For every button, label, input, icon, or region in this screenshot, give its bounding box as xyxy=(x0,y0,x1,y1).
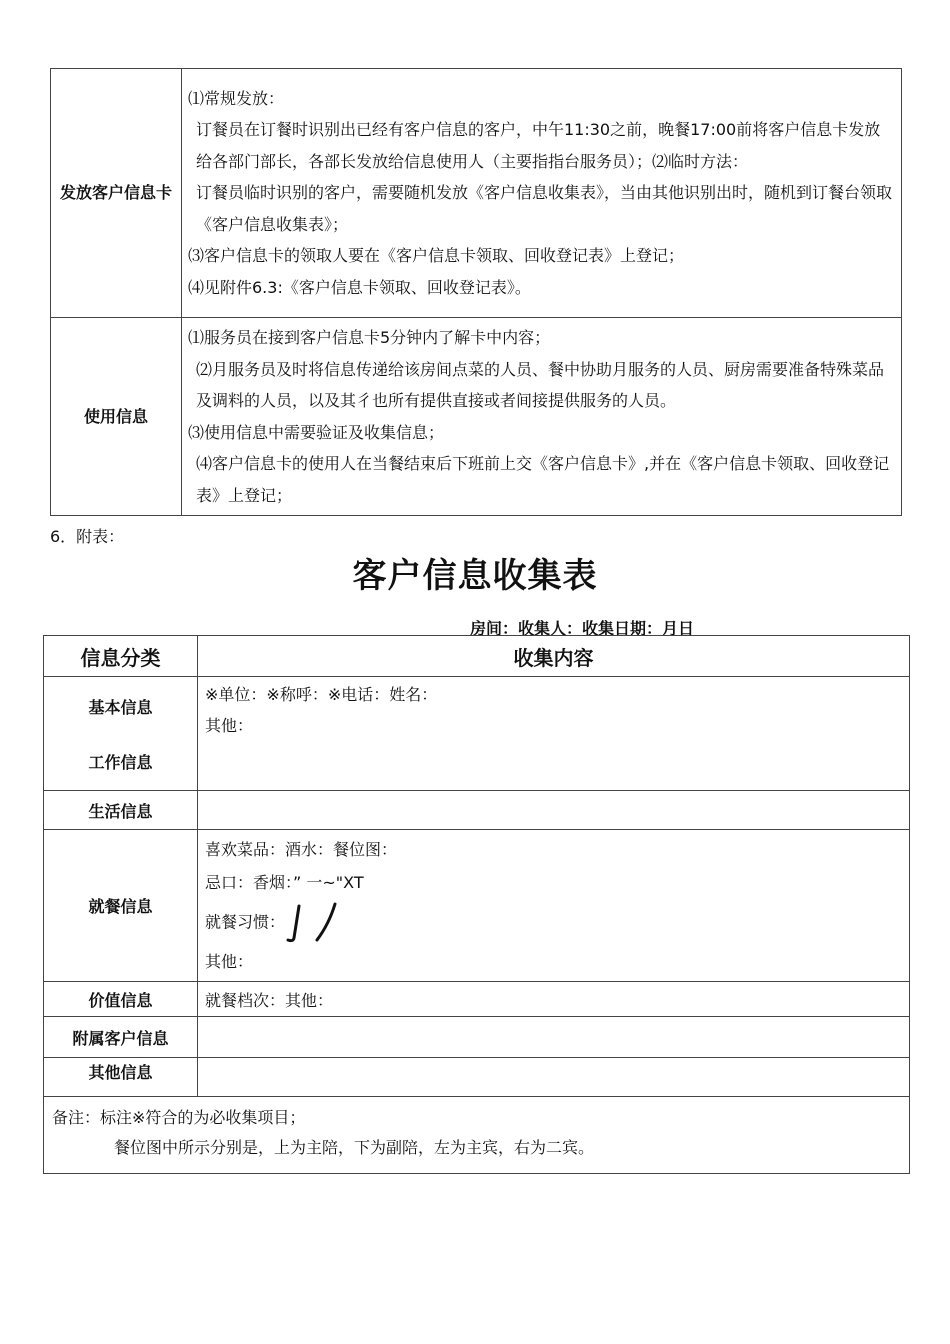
form-meta: 房间：收集人：收集日期：月日 xyxy=(470,619,695,638)
header-category: 信息分类 xyxy=(44,636,198,677)
table-row xyxy=(44,1017,910,1058)
content-line: ⑶客户信息卡的领取人要在《客户信息卡领取、回收登记表》上登记； xyxy=(188,246,685,266)
row-label: 发放客户信息卡 xyxy=(51,69,182,318)
table-row xyxy=(44,1058,910,1097)
dining-habit-line xyxy=(205,900,902,946)
dining-line: 忌口：香烟：” 一~"XT xyxy=(205,873,364,892)
content-line: ⑴服务员在接到客户信息卡5分钟内了解卡中内容； xyxy=(188,328,551,347)
note-cell xyxy=(44,1097,910,1174)
table-row xyxy=(44,677,910,791)
row-label: 使用信息 xyxy=(51,318,182,516)
dining-info-label: 就餐信息 xyxy=(44,830,198,982)
table-row xyxy=(44,1097,910,1174)
handwriting-mark-icon xyxy=(285,900,355,946)
value-info-label: 价值信息 xyxy=(44,982,198,1017)
other-info-content xyxy=(198,1058,910,1097)
appendix-heading: 6．附表： xyxy=(50,527,125,546)
table-header-row xyxy=(44,636,910,677)
dining-line: 喜欢菜品：酒水：餐位图： xyxy=(205,840,398,859)
row-content xyxy=(182,318,902,516)
table-row xyxy=(44,830,910,982)
procedure-table xyxy=(50,68,902,516)
content-line: ⑷客户信息卡的使用人在当餐结束后下班前上交《客户信息卡》,并在《客户信息卡领取、回收登记表》上登记； xyxy=(196,454,890,505)
table-row xyxy=(51,69,902,318)
content-line: ⑷见附件6.3:《客户信息卡领取、回收登记表》。 xyxy=(188,277,531,297)
form-title: 客户信息收集表 xyxy=(352,556,598,596)
work-info-label: 工作信息 xyxy=(88,752,153,772)
life-info-label: 生活信息 xyxy=(44,791,198,830)
basic-line: ※单位：※称呼：※电话：姓名： xyxy=(205,685,438,704)
row-content xyxy=(182,69,902,318)
other-info-label: 其他信息 xyxy=(44,1058,198,1097)
dining-line: 其他： xyxy=(205,952,254,971)
dining-content xyxy=(198,830,910,982)
affiliated-info-label: 附属客户信息 xyxy=(44,1017,198,1058)
table-row xyxy=(44,791,910,830)
content-line: ⑵月服务员及时将信息传递给该房间点菜的人员、餐中协助月服务的人员、厨房需要准备特殊菜品及调料的人员，以及其彳也所有提供直接或者间接提供服务的人员。 xyxy=(196,359,885,410)
life-info-content xyxy=(198,791,910,830)
note-line: 备注：标注※符合的为必收集项目； xyxy=(52,1108,306,1127)
basic-content xyxy=(198,677,910,791)
value-info-content: 就餐档次：其他： xyxy=(198,982,910,1017)
table-row xyxy=(51,318,902,516)
basic-info-label: 基本信息 xyxy=(88,697,153,717)
content-line: ⑴常规发放： xyxy=(188,88,285,108)
table-row xyxy=(44,982,910,1017)
collection-form-table xyxy=(43,635,910,1174)
content-line: 订餐员临时识别的客户，需要随机发放《客户信息收集表》，当由其他识别出时，随机到订餐台领取《客户信息收集表》； xyxy=(196,183,893,234)
affiliated-info-content xyxy=(198,1017,910,1058)
note-line: 餐位图中所示分别是，上为主陪，下为副陪，左为主宾，右为二宾。 xyxy=(114,1138,595,1157)
content-line: ⑶使用信息中需要验证及收集信息； xyxy=(188,422,445,442)
basic-line: 其他： xyxy=(205,716,254,735)
basic-work-label xyxy=(44,677,198,791)
header-content: 收集内容 xyxy=(198,636,910,677)
dining-habit-label: 就餐习惯： xyxy=(205,912,286,932)
content-line: 订餐员在订餐时识别出已经有客户信息的客户，中午11:30之前，晚餐17:00前将客户信息卡发放给各部门部长，各部长发放给信息使用人（主要指指台服务员）；⑵临时方法： xyxy=(196,120,881,171)
